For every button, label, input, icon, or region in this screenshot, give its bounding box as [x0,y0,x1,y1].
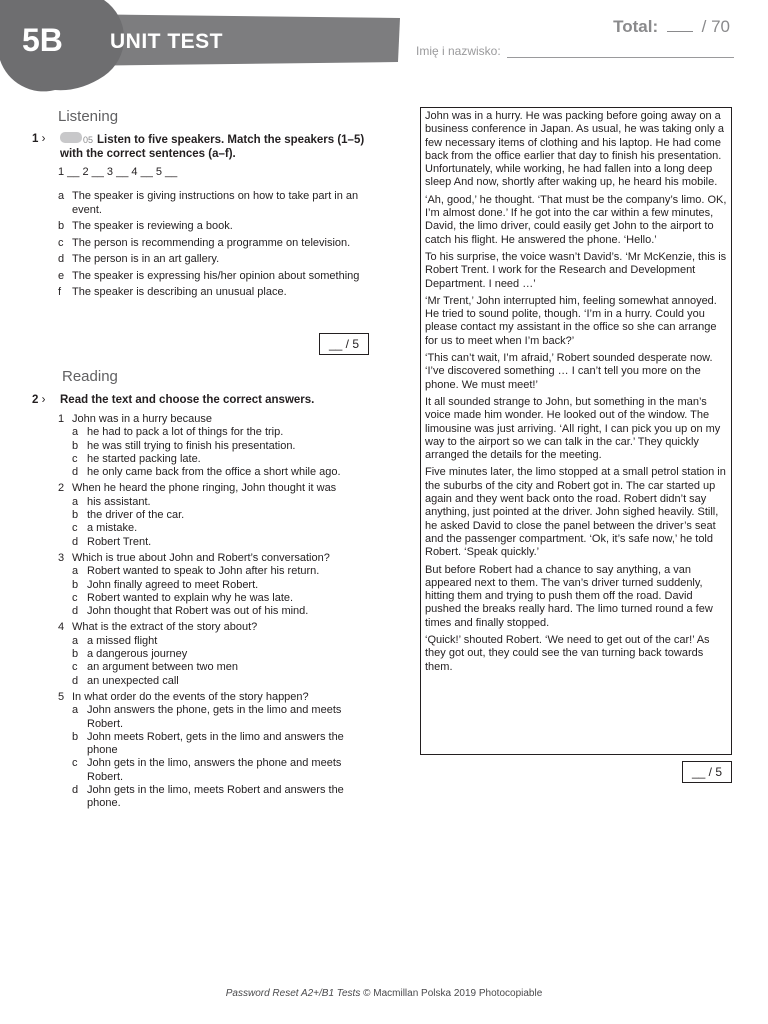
total-separator: / [701,17,707,36]
answer-option[interactable]: b the driver of the car. [72,509,185,522]
answer-option[interactable]: d Robert Trent. [72,535,152,548]
reading-score-box[interactable]: __ / 5 [682,761,732,783]
story-paragraph: ‘Quick!’ shouted Robert. ‘We need to get out of the car!’ As they got out, they could see the van turning back towards them. [425,633,710,673]
listening-title: Listening [58,108,119,125]
task-1: 1 › 05 Listen to five speakers. Match the speakers (1–5) with the correct sentences (a–f). [32,133,365,160]
name-field[interactable] [416,44,734,58]
task-1-number: 1 [32,133,39,145]
answer-option[interactable]: c an argument between two men [72,661,239,674]
answer-option[interactable]: d he only came back from the office a short while ago. [72,466,341,479]
answer-option[interactable]: a Robert wanted to speak to John after his return. [72,565,320,578]
name-label: Imię i nazwisko: [416,44,501,58]
option-item: e The speaker is expressing his/her opinion about something [58,269,360,282]
answer-option[interactable]: b John meets Robert, gets in the limo and answers the phone [72,730,344,757]
answer-option[interactable]: b he was still trying to finish his presentation. [72,439,296,452]
answer-option[interactable]: b a dangerous journey [72,648,188,661]
question-item: 4 What is the extract of the story about? a a missed flight b a dangerous journey c an argument between two men d an unexpected call [58,621,368,687]
cd-icon [60,132,82,143]
reading-questions [58,413,368,814]
answer-option[interactable]: c Robert wanted to explain why he was late. [72,591,294,604]
answer-option[interactable]: b John finally agreed to meet Robert. [72,578,259,591]
task-1-instruction: Listen to five speakers. Match the speakers (1–5) with the correct sentences (a–f). [60,134,365,160]
answer-option[interactable]: c John gets in the limo, answers the phone and meets Robert. [72,757,342,783]
story-paragraph: ‘Mr Trent,’ John interrupted him, feeling somewhat annoyed. He tried to sound polite, though. ‘I’m in a hurry. Could you please contact my assistant in the office so she can arrange for us to meet when I’m back?’ [425,294,717,347]
story-paragraph: To his surprise, the voice wasn’t David’s. ‘Mr McKenzie, this is Robert Trent. I work for the Research and Development Department. I need …’ [425,250,727,290]
reading-text-box [420,107,732,755]
total-max: 70 [711,17,730,36]
answer-option[interactable]: c he started packing late. [72,452,201,465]
story-paragraph: Five minutes later, the limo stopped at a small petrol station in the suburbs of the city and Robert got in. The car started up again and they went back onto the road. Robert didn’t say anything, just pointed at the driver. John sighed heavily. Still, he asked David to close the panel between the driver’s seat and the passenger compartment. ‘Ok, it’s safe now,’ he told Robert. ‘Speak quickly.’ [425,466,726,559]
answer-option[interactable]: c a mistake. [72,522,138,535]
story-paragraph: ‘Ah, good,’ he thought. ‘That must be the company’s limo. OK, I’m almost done.’ If he got into the car within a few minutes, David, the limo driver, could easily get John to the airport to catch his flight. He answered the phone. ‘Hello.’ [425,193,727,246]
question-item: 3 Which is true about John and Robert’s conversation? a Robert wanted to speak to John after his return. b John finally agreed to meet Robert. c Robert wanted to explain why he was late. d John thought that Robert was out of his mind. [58,552,368,618]
task-2-number: 2 [32,394,39,406]
option-item: f The speaker is describing an unusual place. [58,286,287,298]
story-paragraph: John was in a hurry. He was packing before going away on a business conference in Japan. As usual, he was taking only a few necessary items of clothing and his laptop. He had come back from the office earlier that day to finish his presentation. Unfortunately, while working, he had fallen into a long deep sleep And now, shortly after waking up, he heard his mobile. [425,110,725,189]
listening-options [58,190,368,303]
question-item: 5 In what order do the events of the story happen? a John answers the phone, gets in the limo and meets Robert. b John meets Robert, gets in the limo and answers the phone c John gets in the limo, answers the phone and meets Robert. d John gets in the limo, meets Robert and answers the phone. [58,691,368,811]
option-item: a The speaker is giving instructions on how to take part in an event. [58,190,359,216]
page-footer [0,988,768,999]
answer-option[interactable]: a he had to pack a lot of things for the trip. [72,426,284,439]
total-score [613,17,730,37]
option-item: c The person is recommending a programme on television. [58,236,351,249]
story-paragraph: It all sounded strange to John, but something in the man’s voice made him wonder. He looked out of the window. The limousine was just arriving. ‘All right, I can pick you up on my way to the airport so we can talk in the car.’ They quickly arranged the details for the meeting. [425,395,721,462]
task-2-instruction: Read the text and choose the correct answers. [60,394,315,406]
unit-number: 5B [22,22,63,58]
answer-option[interactable]: a John answers the phone, gets in the limo and meets Robert. [72,704,342,730]
total-blank[interactable] [667,18,693,32]
cd-track: 05 [83,135,94,145]
total-label: Total: [613,17,659,36]
question-item: 2 When he heard the phone ringing, John thought it was a his assistant. b the driver of the car. c a mistake. d Robert Trent. [58,482,368,548]
story-paragraph: But before Robert had a chance to say anything, a van appeared next to them. The van’s driver turned suddenly, hitting them and trying to push them off the road. David pushed the breaks really hard. The limo turned round a few times and finally stopped. [425,563,713,629]
answer-option[interactable]: d John thought that Robert was out of his mind. [72,605,309,618]
option-item: b The speaker is reviewing a book. [58,220,233,232]
footer-copyright: © Macmillan Polska 2019 Photocopiable [360,988,543,999]
answer-option[interactable]: a his assistant. [72,495,151,508]
story-paragraph: ‘This can’t wait, I’m afraid,’ Robert sounded desperate now. ‘I’ve discovered something … I can’t tell you more on the phone. We must meet!’ [425,352,713,391]
listening-score-box[interactable]: __ / 5 [319,333,369,355]
task-2: 2 › Read the text and choose the correct answers. [32,393,58,407]
unit-title: UNIT TEST [110,30,223,53]
name-input-line[interactable] [507,46,734,58]
question-item: 1 John was in a hurry because a he had to pack a lot of things for the trip. b he was still trying to finish his presentation. c he started packing late. d he only came back from the office a short while ago. [58,413,368,479]
reading-title: Reading [62,368,118,385]
answer-option[interactable]: d an unexpected call [72,674,179,687]
match-answer-line[interactable]: 1 __ 2 __ 3 __ 4 __ 5 __ [58,166,178,178]
answer-option[interactable]: d John gets in the limo, meets Robert and answers the phone. [72,784,344,810]
answer-option[interactable]: a a missed flight [72,634,158,647]
footer-title: Password Reset A2+/B1 Tests [225,988,361,999]
option-item: d The person is in an art gallery. [58,253,220,265]
